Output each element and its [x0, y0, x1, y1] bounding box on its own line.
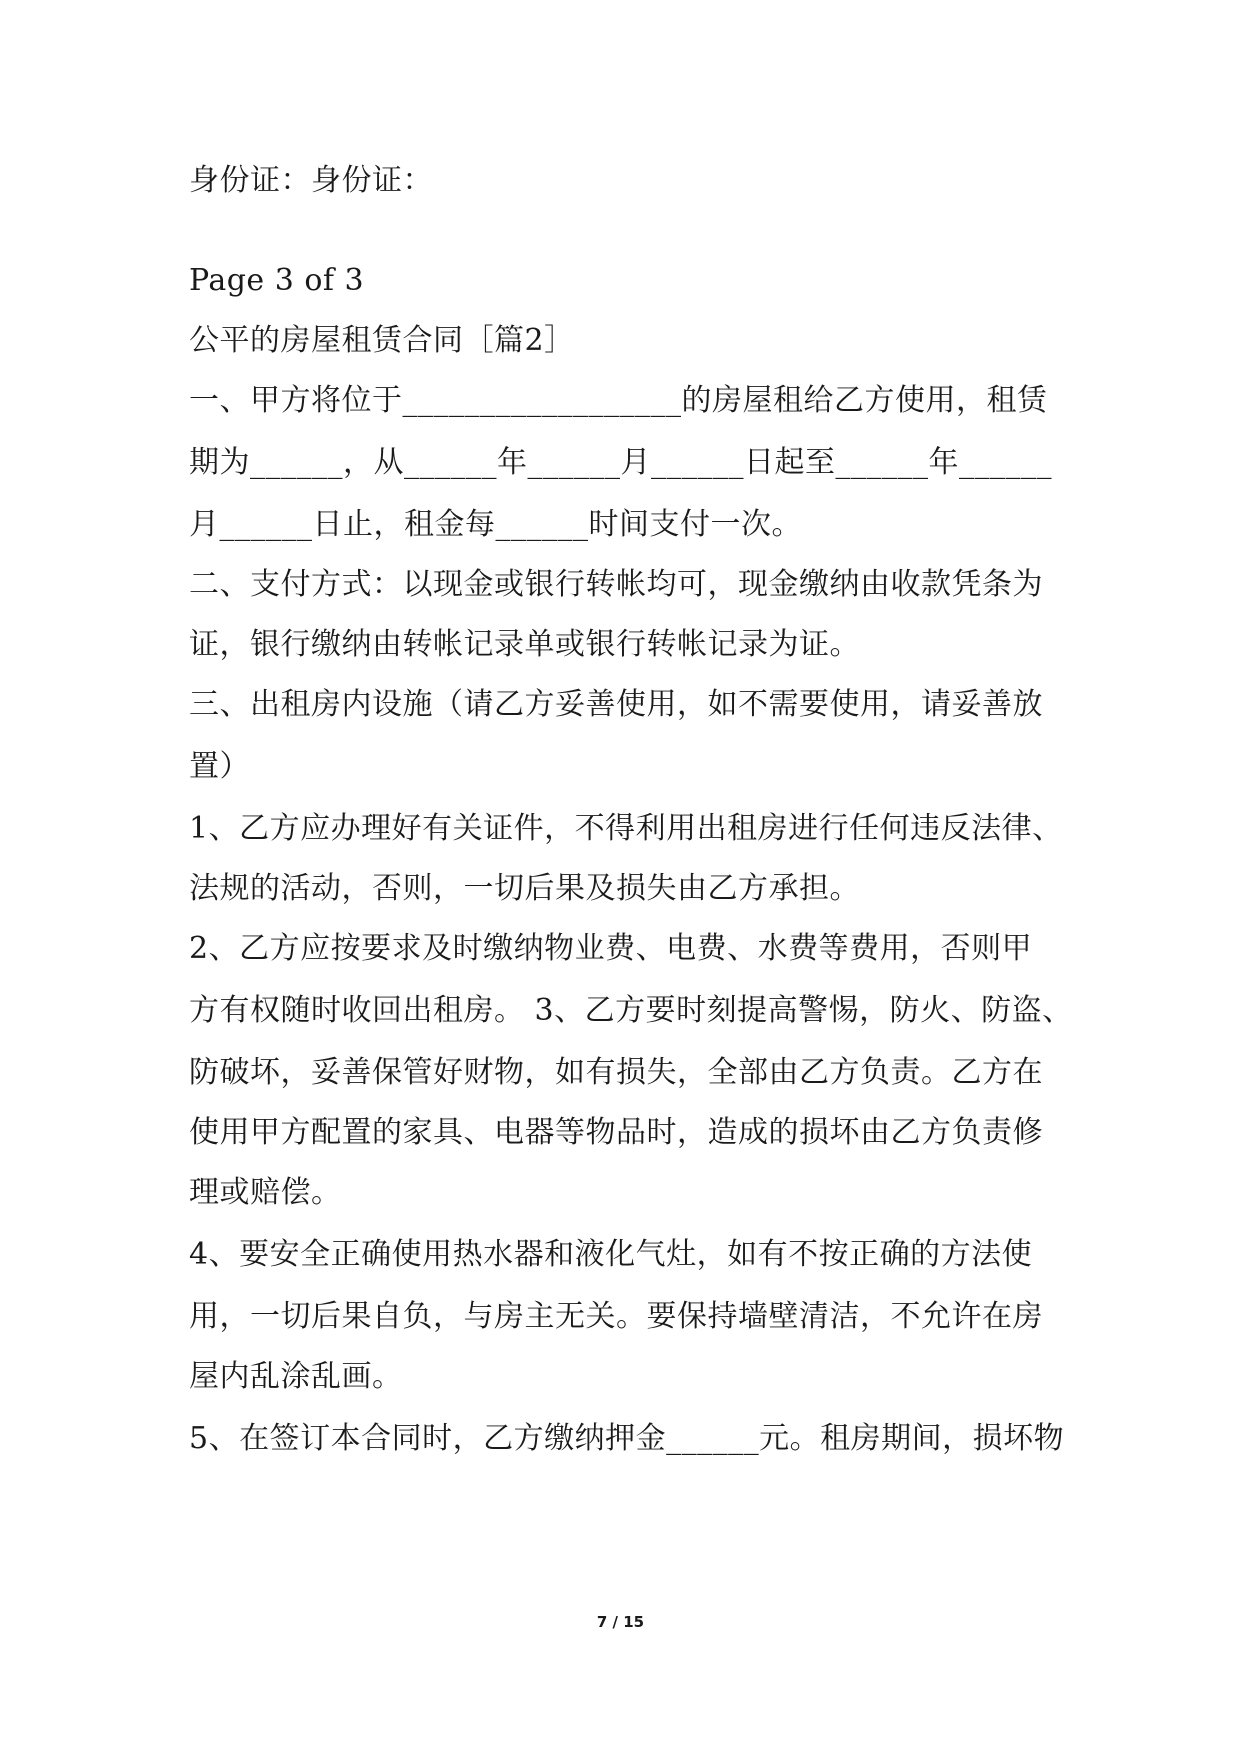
page-marker: Page 3 of 3 — [189, 263, 365, 298]
clause-2-line-1: 二、支付方式：以现金或银行转帐均可，现金缴纳由收款凭条为 — [189, 567, 1043, 602]
item-3-line-2: 使用甲方配置的家具、电器等物品时，造成的损坏由乙方负责修 — [189, 1115, 1043, 1150]
clause-1-line-2: 期为______，从______年______月______日起至______年______ — [189, 445, 1052, 480]
clause-1-line-3: 月______日止，租金每______时间支付一次。 — [189, 507, 802, 542]
item-4-line-3: 屋内乱涂乱画。 — [189, 1359, 403, 1394]
item-1-line-2: 法规的活动，否则，一切后果及损失由乙方承担。 — [189, 871, 860, 906]
clause-1-line-1: 一、甲方将位于__________________的房屋租给乙方使用，租赁 — [189, 383, 1048, 418]
item-1-line-1: 1、乙方应办理好有关证件，不得利用出租房进行任何违反法律、 — [189, 811, 1063, 846]
item-4-line-2: 用，一切后果自负，与房主无关。要保持墙壁清洁，不允许在房 — [189, 1299, 1043, 1334]
item-4-line-1: 4、要安全正确使用热水器和液化气灶，如有不按正确的方法使 — [189, 1237, 1033, 1272]
clause-2-line-2: 证，银行缴纳由转帐记录单或银行转帐记录为证。 — [189, 627, 860, 662]
item-5-line-1: 5、在签订本合同时，乙方缴纳押金______元。租房期间，损坏物 — [189, 1421, 1065, 1456]
item-2-line-2: 方有权随时收回出租房。 3、乙方要时刻提高警惕，防火、防盗、 — [189, 993, 1073, 1028]
item-2-line-1: 2、乙方应按要求及时缴纳物业费、电费、水费等费用，否则甲 — [189, 931, 1033, 966]
page-number: 7 / 15 — [596, 1613, 645, 1631]
clause-3-line-1: 三、出租房内设施（请乙方妥善使用，如不需要使用，请妥善放 — [189, 687, 1043, 722]
clause-3-line-2: 置） — [189, 749, 250, 784]
item-3-line-3: 理或赔偿。 — [189, 1175, 342, 1210]
id-card-line: 身份证：身份证： — [189, 163, 433, 198]
item-3-line-1: 防破坏，妥善保管好财物，如有损失，全部由乙方负责。乙方在 — [189, 1055, 1043, 1090]
contract-title: 公平的房屋租赁合同［篇2］ — [189, 323, 575, 358]
